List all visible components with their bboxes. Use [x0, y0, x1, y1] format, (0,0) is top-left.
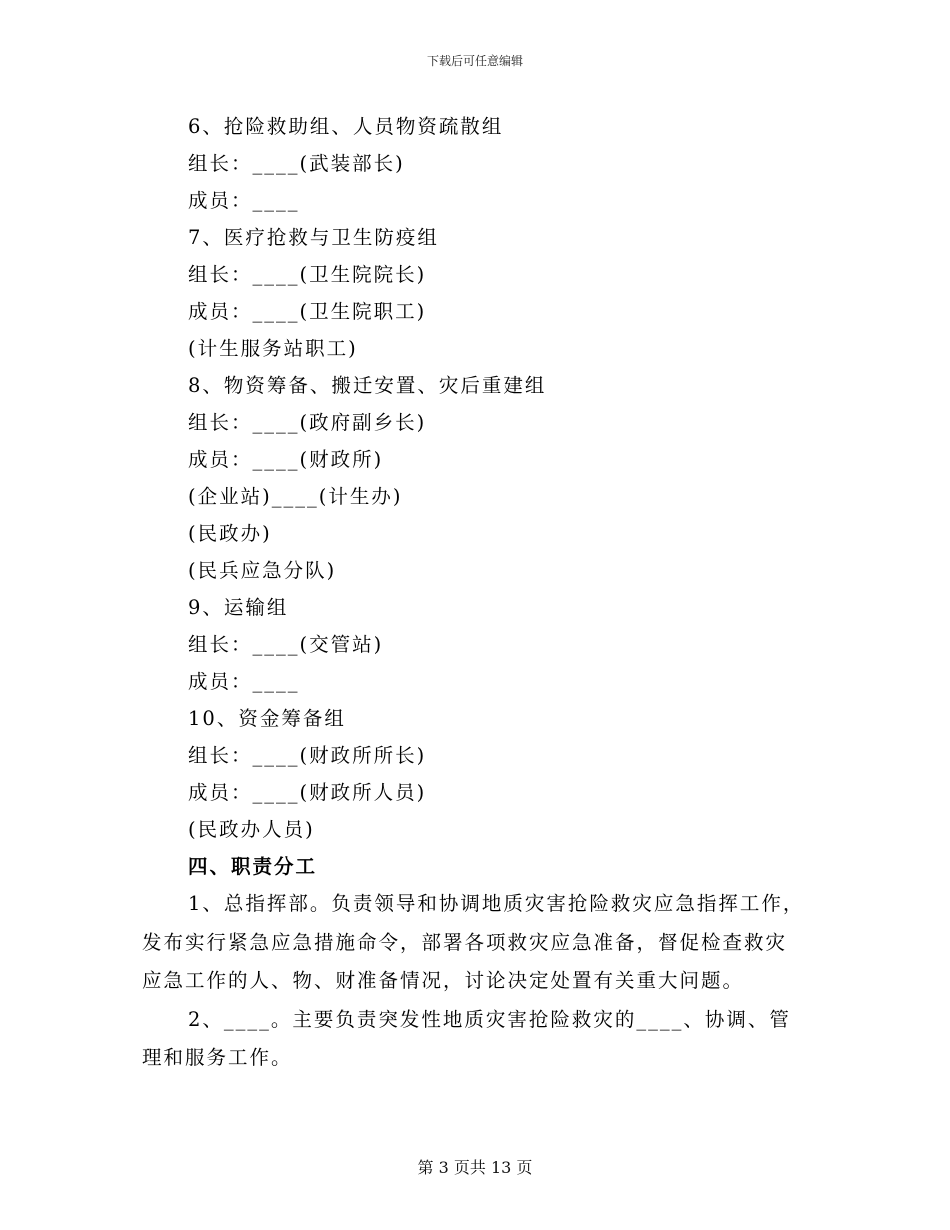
text-line: 成员：____: [188, 189, 300, 212]
text-line: (民政办人员): [188, 818, 315, 841]
text-line: 成员：____(财政所人员): [188, 781, 427, 804]
text-line: 10、资金筹备组: [188, 707, 346, 730]
text-line: 成员：____(财政所): [188, 448, 384, 471]
text-line: 8、物资筹备、搬迁安置、灾后重建组: [188, 374, 547, 397]
text-line: 成员：____: [188, 670, 300, 693]
text-line: (企业站)____(计生办): [188, 485, 403, 508]
text-line: 9、运输组: [188, 596, 289, 619]
body-lines: [142, 108, 808, 885]
text-line: 组长：____(武装部长): [188, 152, 405, 175]
text-line: (民兵应急分队): [188, 559, 337, 582]
text-line: 成员：____(卫生院职工): [188, 300, 427, 323]
page-header: 下载后可任意编辑: [426, 54, 523, 68]
text-line: (民政办): [188, 522, 272, 545]
text-line: 7、医疗抢救与卫生防疫组: [188, 226, 439, 249]
paragraph: 1、总指挥部。负责领导和协调地质灾害抢险救灾应急指挥工作，发布实行紧急应急措施命令，部署各项救灾应急准备，督促检查救灾应急工作的人、物、财准备情况，讨论决定处置有关重大问题。: [142, 892, 805, 992]
text-line: 组长：____(交管站): [188, 633, 384, 656]
text-line: 组长：____(财政所所长): [188, 744, 427, 767]
text-line: 6、抢险救助组、人员物资疏散组: [188, 115, 504, 138]
text-line: (计生服务站职工): [188, 337, 358, 360]
body-paragraphs: [142, 885, 808, 1078]
section-heading: 四、职责分工: [188, 855, 318, 878]
document-body: [142, 108, 808, 1078]
text-line: 组长：____(卫生院院长): [188, 263, 427, 286]
paragraph: 2、____。主要负责突发性地质灾害抢险救灾的____、协调、管理和服务工作。: [142, 1007, 791, 1069]
text-line: 组长：____(政府副乡长): [188, 411, 427, 434]
page-footer: 第 3 页共 13 页: [417, 1158, 533, 1177]
